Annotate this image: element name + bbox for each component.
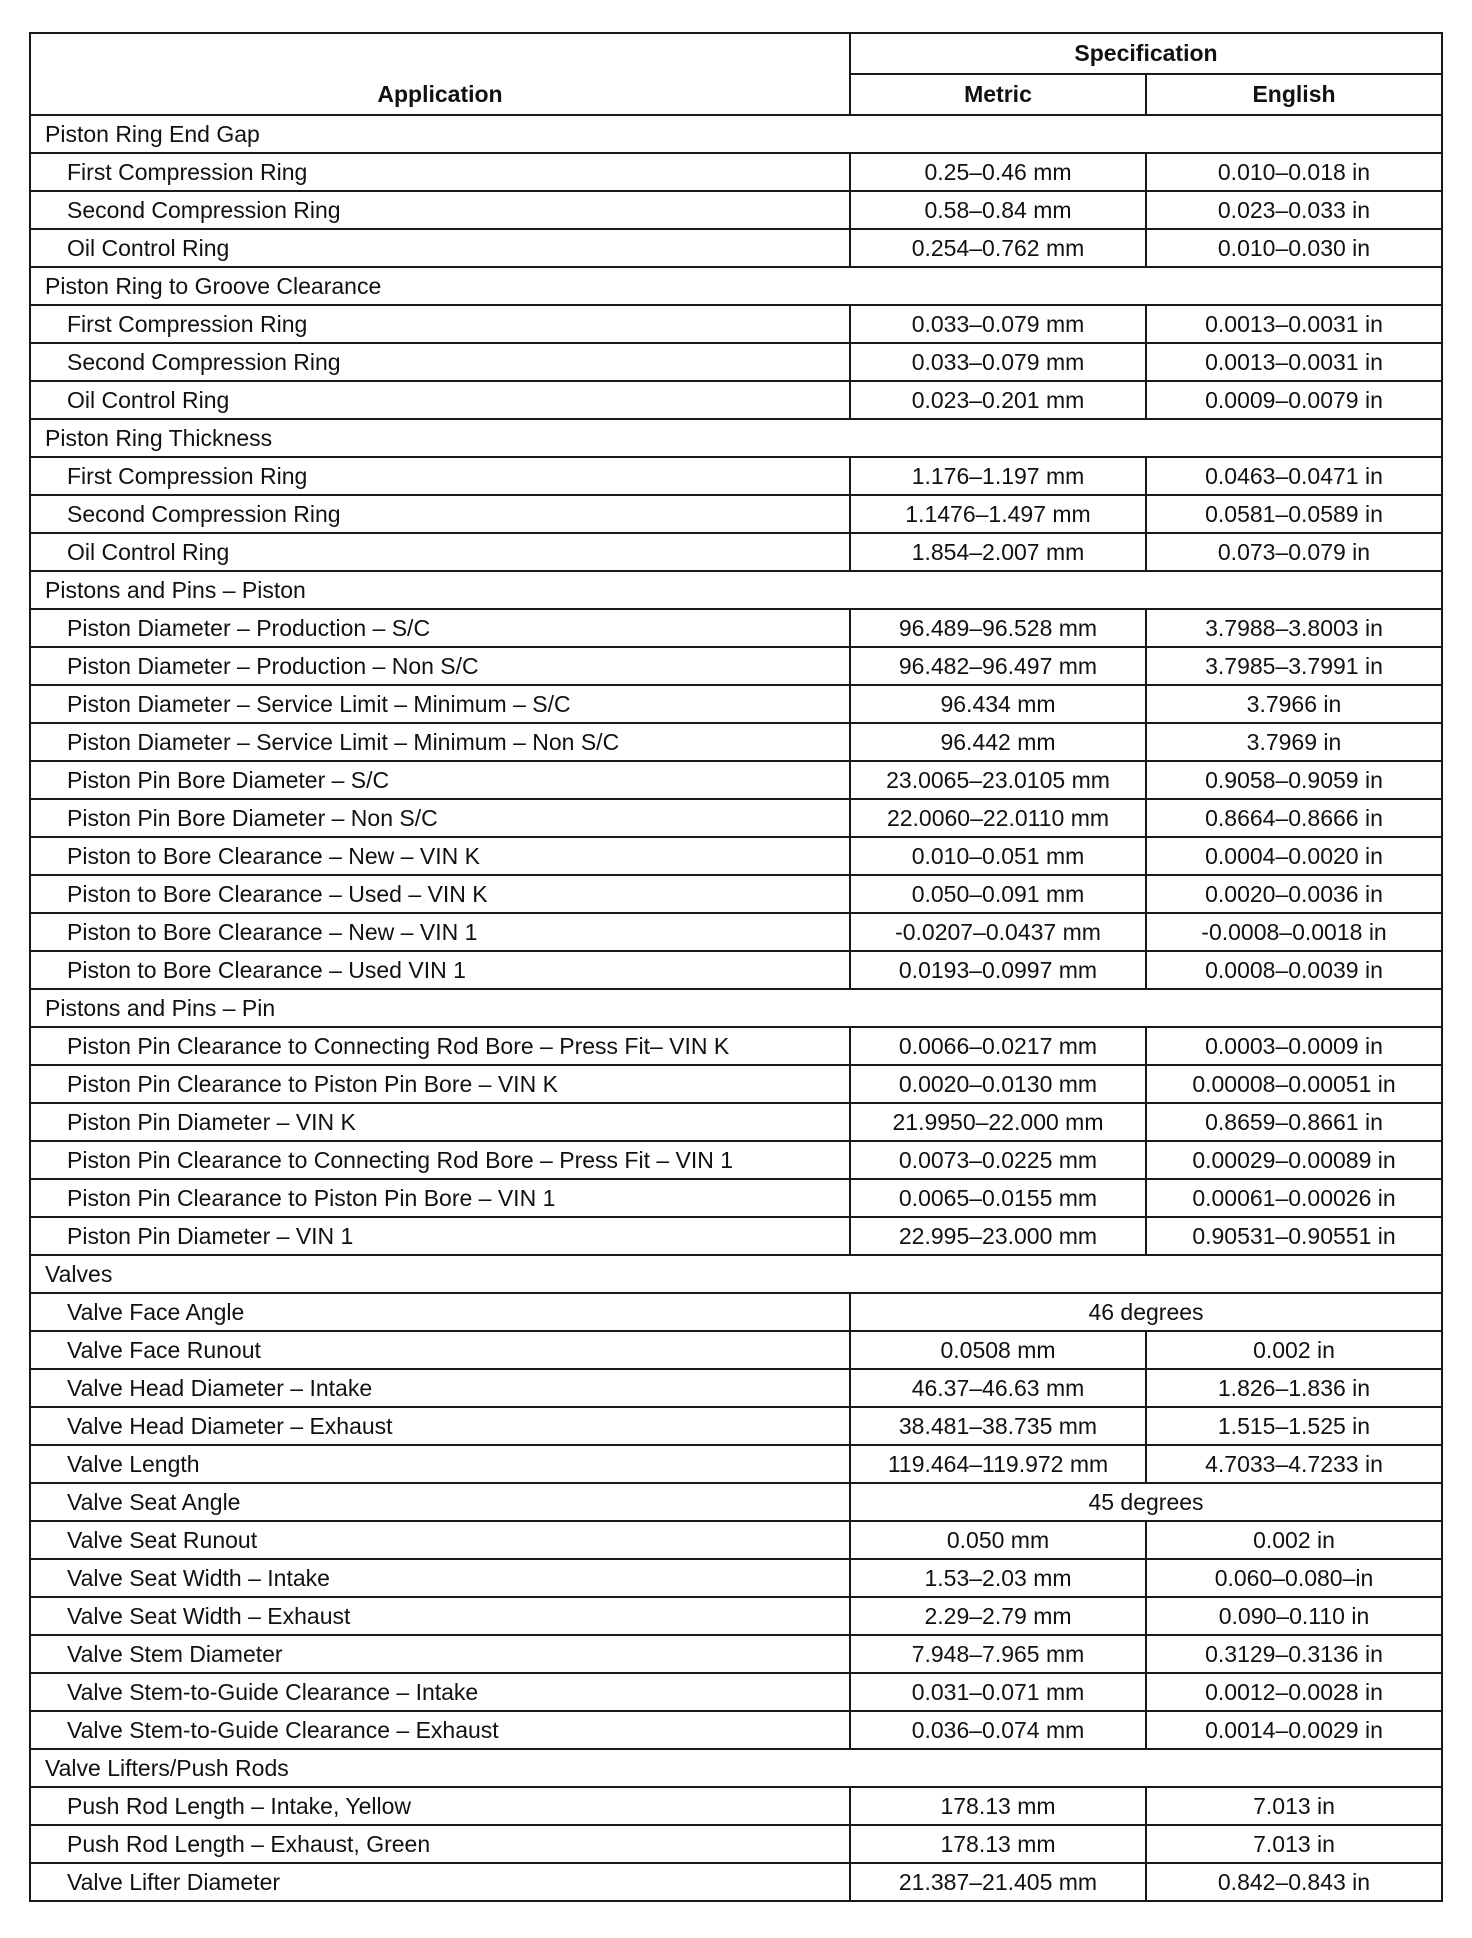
- english-cell: 0.0020–0.0036 in: [1146, 875, 1442, 913]
- english-cell: 0.0014–0.0029 in: [1146, 1711, 1442, 1749]
- metric-cell: 0.050–0.091 mm: [850, 875, 1146, 913]
- application-cell: Piston Pin Diameter – VIN K: [30, 1103, 850, 1141]
- english-cell: 3.7985–3.7991 in: [1146, 647, 1442, 685]
- english-cell: 0.0581–0.0589 in: [1146, 495, 1442, 533]
- english-cell: 0.073–0.079 in: [1146, 533, 1442, 571]
- table-row: [30, 913, 1442, 951]
- group-row: [30, 115, 1442, 153]
- application-cell: Piston Pin Clearance to Connecting Rod Bore – Press Fit– VIN K: [30, 1027, 850, 1065]
- table-row: [30, 1673, 1442, 1711]
- group-title: Piston Ring to Groove Clearance: [30, 267, 1442, 305]
- application-cell: Oil Control Ring: [30, 229, 850, 267]
- application-cell: Valve Seat Width – Exhaust: [30, 1597, 850, 1635]
- metric-cell: 1.53–2.03 mm: [850, 1559, 1146, 1597]
- table-row: [30, 153, 1442, 191]
- metric-cell: 1.1476–1.497 mm: [850, 495, 1146, 533]
- application-cell: Oil Control Ring: [30, 381, 850, 419]
- application-cell: Piston Diameter – Service Limit – Minimum – Non S/C: [30, 723, 850, 761]
- metric-cell: 0.010–0.051 mm: [850, 837, 1146, 875]
- table-row: [30, 305, 1442, 343]
- metric-cell: 0.58–0.84 mm: [850, 191, 1146, 229]
- group-title: Pistons and Pins – Piston: [30, 571, 1442, 609]
- application-cell: Piston to Bore Clearance – New – VIN K: [30, 837, 850, 875]
- combined-spec-cell: 46 degrees: [850, 1293, 1442, 1331]
- table-row: [30, 495, 1442, 533]
- application-cell: Second Compression Ring: [30, 495, 850, 533]
- application-cell: First Compression Ring: [30, 153, 850, 191]
- english-cell: 7.013 in: [1146, 1825, 1442, 1863]
- metric-cell: 96.434 mm: [850, 685, 1146, 723]
- table-row: [30, 761, 1442, 799]
- metric-cell: 22.995–23.000 mm: [850, 1217, 1146, 1255]
- metric-cell: 178.13 mm: [850, 1787, 1146, 1825]
- application-cell: Valve Seat Angle: [30, 1483, 850, 1521]
- application-cell: Piston to Bore Clearance – New – VIN 1: [30, 913, 850, 951]
- english-cell: 0.0013–0.0031 in: [1146, 305, 1442, 343]
- group-title: Piston Ring Thickness: [30, 419, 1442, 457]
- english-cell: 0.90531–0.90551 in: [1146, 1217, 1442, 1255]
- table-row: [30, 1711, 1442, 1749]
- english-cell: 0.00061–0.00026 in: [1146, 1179, 1442, 1217]
- table-row: [30, 1217, 1442, 1255]
- table-row: [30, 533, 1442, 571]
- specification-header: Specification: [850, 33, 1442, 74]
- table-row: [30, 799, 1442, 837]
- metric-cell: 0.0508 mm: [850, 1331, 1146, 1369]
- table-row: [30, 1369, 1442, 1407]
- metric-cell: 2.29–2.79 mm: [850, 1597, 1146, 1635]
- group-row: [30, 419, 1442, 457]
- metric-cell: 46.37–46.63 mm: [850, 1369, 1146, 1407]
- application-cell: Valve Stem-to-Guide Clearance – Intake: [30, 1673, 850, 1711]
- combined-spec-cell: 45 degrees: [850, 1483, 1442, 1521]
- application-cell: Valve Stem Diameter: [30, 1635, 850, 1673]
- table-row: [30, 1407, 1442, 1445]
- application-cell: Valve Head Diameter – Intake: [30, 1369, 850, 1407]
- english-cell: 0.0012–0.0028 in: [1146, 1673, 1442, 1711]
- metric-cell: 21.387–21.405 mm: [850, 1863, 1146, 1901]
- metric-cell: -0.0207–0.0437 mm: [850, 913, 1146, 951]
- application-cell: Piston to Bore Clearance – Used – VIN K: [30, 875, 850, 913]
- metric-cell: 0.033–0.079 mm: [850, 305, 1146, 343]
- english-cell: 0.002 in: [1146, 1521, 1442, 1559]
- group-row: [30, 267, 1442, 305]
- group-row: [30, 571, 1442, 609]
- group-title: Pistons and Pins – Pin: [30, 989, 1442, 1027]
- group-row: [30, 1749, 1442, 1787]
- application-cell: First Compression Ring: [30, 305, 850, 343]
- metric-cell: 0.0073–0.0225 mm: [850, 1141, 1146, 1179]
- table-header: [30, 33, 1442, 115]
- application-cell: Valve Seat Width – Intake: [30, 1559, 850, 1597]
- english-cell: 0.3129–0.3136 in: [1146, 1635, 1442, 1673]
- table-row: [30, 1863, 1442, 1901]
- table-row: [30, 1445, 1442, 1483]
- english-cell: 0.8664–0.8666 in: [1146, 799, 1442, 837]
- application-cell: Piston Diameter – Production – S/C: [30, 609, 850, 647]
- table-row: [30, 229, 1442, 267]
- application-cell: Piston Pin Diameter – VIN 1: [30, 1217, 850, 1255]
- group-title: Valves: [30, 1255, 1442, 1293]
- table-row: [30, 1483, 1442, 1521]
- english-cell: 3.7969 in: [1146, 723, 1442, 761]
- metric-cell: 96.442 mm: [850, 723, 1146, 761]
- table-row: [30, 875, 1442, 913]
- application-cell: Piston Pin Clearance to Piston Pin Bore – VIN 1: [30, 1179, 850, 1217]
- table-row: [30, 1331, 1442, 1369]
- application-cell: Oil Control Ring: [30, 533, 850, 571]
- table-row: [30, 1293, 1442, 1331]
- table-row: [30, 1027, 1442, 1065]
- metric-cell: 38.481–38.735 mm: [850, 1407, 1146, 1445]
- metric-cell: 1.176–1.197 mm: [850, 457, 1146, 495]
- metric-cell: 178.13 mm: [850, 1825, 1146, 1863]
- english-cell: 4.7033–4.7233 in: [1146, 1445, 1442, 1483]
- english-cell: 0.0003–0.0009 in: [1146, 1027, 1442, 1065]
- english-cell: 0.023–0.033 in: [1146, 191, 1442, 229]
- english-cell: -0.0008–0.0018 in: [1146, 913, 1442, 951]
- table-row: [30, 1825, 1442, 1863]
- table-row: [30, 1559, 1442, 1597]
- metric-cell: 0.050 mm: [850, 1521, 1146, 1559]
- english-cell: 0.0463–0.0471 in: [1146, 457, 1442, 495]
- english-cell: 0.002 in: [1146, 1331, 1442, 1369]
- application-cell: Piston Pin Clearance to Piston Pin Bore – VIN K: [30, 1065, 850, 1103]
- english-cell: 1.826–1.836 in: [1146, 1369, 1442, 1407]
- metric-cell: 0.031–0.071 mm: [850, 1673, 1146, 1711]
- metric-cell: 0.25–0.46 mm: [850, 153, 1146, 191]
- application-cell: Piston Pin Bore Diameter – Non S/C: [30, 799, 850, 837]
- application-cell: Valve Seat Runout: [30, 1521, 850, 1559]
- group-title: Piston Ring End Gap: [30, 115, 1442, 153]
- english-cell: 0.842–0.843 in: [1146, 1863, 1442, 1901]
- english-cell: 0.010–0.018 in: [1146, 153, 1442, 191]
- english-cell: 3.7988–3.8003 in: [1146, 609, 1442, 647]
- metric-cell: 0.0065–0.0155 mm: [850, 1179, 1146, 1217]
- table-row: [30, 951, 1442, 989]
- group-title: Valve Lifters/Push Rods: [30, 1749, 1442, 1787]
- metric-cell: 7.948–7.965 mm: [850, 1635, 1146, 1673]
- application-cell: Valve Stem-to-Guide Clearance – Exhaust: [30, 1711, 850, 1749]
- application-cell: Piston Diameter – Production – Non S/C: [30, 647, 850, 685]
- metric-cell: 0.0066–0.0217 mm: [850, 1027, 1146, 1065]
- application-header: Application: [30, 33, 850, 115]
- english-cell: 0.00008–0.00051 in: [1146, 1065, 1442, 1103]
- table-row: [30, 1597, 1442, 1635]
- table-body: [30, 115, 1442, 1901]
- metric-cell: 1.854–2.007 mm: [850, 533, 1146, 571]
- table-row: [30, 837, 1442, 875]
- table-row: [30, 1141, 1442, 1179]
- table-row: [30, 1787, 1442, 1825]
- application-cell: Valve Head Diameter – Exhaust: [30, 1407, 850, 1445]
- table-row: [30, 685, 1442, 723]
- table-row: [30, 647, 1442, 685]
- table-row: [30, 1103, 1442, 1141]
- table-row: [30, 1065, 1442, 1103]
- application-cell: First Compression Ring: [30, 457, 850, 495]
- metric-cell: 21.9950–22.000 mm: [850, 1103, 1146, 1141]
- application-cell: Push Rod Length – Intake, Yellow: [30, 1787, 850, 1825]
- table-row: [30, 723, 1442, 761]
- english-cell: 0.010–0.030 in: [1146, 229, 1442, 267]
- table-row: [30, 343, 1442, 381]
- application-cell: Piston Pin Clearance to Connecting Rod Bore – Press Fit – VIN 1: [30, 1141, 850, 1179]
- metric-cell: 0.0193–0.0997 mm: [850, 951, 1146, 989]
- english-cell: 0.090–0.110 in: [1146, 1597, 1442, 1635]
- application-cell: Second Compression Ring: [30, 343, 850, 381]
- metric-cell: 0.254–0.762 mm: [850, 229, 1146, 267]
- table-row: [30, 1635, 1442, 1673]
- english-cell: 0.0009–0.0079 in: [1146, 381, 1442, 419]
- table-row: [30, 609, 1442, 647]
- english-cell: 0.0013–0.0031 in: [1146, 343, 1442, 381]
- specification-table: [29, 32, 1443, 1902]
- table-row: [30, 1179, 1442, 1217]
- english-cell: 0.8659–0.8661 in: [1146, 1103, 1442, 1141]
- application-cell: Push Rod Length – Exhaust, Green: [30, 1825, 850, 1863]
- table-row: [30, 457, 1442, 495]
- group-row: [30, 989, 1442, 1027]
- english-cell: 0.0008–0.0039 in: [1146, 951, 1442, 989]
- metric-cell: 0.033–0.079 mm: [850, 343, 1146, 381]
- english-cell: 7.013 in: [1146, 1787, 1442, 1825]
- table-row: [30, 1521, 1442, 1559]
- application-cell: Valve Lifter Diameter: [30, 1863, 850, 1901]
- english-cell: 0.060–0.080–in: [1146, 1559, 1442, 1597]
- english-cell: 1.515–1.525 in: [1146, 1407, 1442, 1445]
- english-cell: 0.9058–0.9059 in: [1146, 761, 1442, 799]
- metric-header: Metric: [850, 74, 1146, 115]
- english-cell: 0.00029–0.00089 in: [1146, 1141, 1442, 1179]
- application-cell: Piston Pin Bore Diameter – S/C: [30, 761, 850, 799]
- group-row: [30, 1255, 1442, 1293]
- application-cell: Piston Diameter – Service Limit – Minimum – S/C: [30, 685, 850, 723]
- metric-cell: 96.489–96.528 mm: [850, 609, 1146, 647]
- application-cell: Valve Length: [30, 1445, 850, 1483]
- application-cell: Valve Face Runout: [30, 1331, 850, 1369]
- application-cell: Valve Face Angle: [30, 1293, 850, 1331]
- metric-cell: 22.0060–22.0110 mm: [850, 799, 1146, 837]
- metric-cell: 119.464–119.972 mm: [850, 1445, 1146, 1483]
- metric-cell: 0.036–0.074 mm: [850, 1711, 1146, 1749]
- table-row: [30, 381, 1442, 419]
- table-row: [30, 191, 1442, 229]
- english-cell: 0.0004–0.0020 in: [1146, 837, 1442, 875]
- english-cell: 3.7966 in: [1146, 685, 1442, 723]
- metric-cell: 96.482–96.497 mm: [850, 647, 1146, 685]
- metric-cell: 23.0065–23.0105 mm: [850, 761, 1146, 799]
- english-header: English: [1146, 74, 1442, 115]
- metric-cell: 0.023–0.201 mm: [850, 381, 1146, 419]
- application-cell: Second Compression Ring: [30, 191, 850, 229]
- application-cell: Piston to Bore Clearance – Used VIN 1: [30, 951, 850, 989]
- metric-cell: 0.0020–0.0130 mm: [850, 1065, 1146, 1103]
